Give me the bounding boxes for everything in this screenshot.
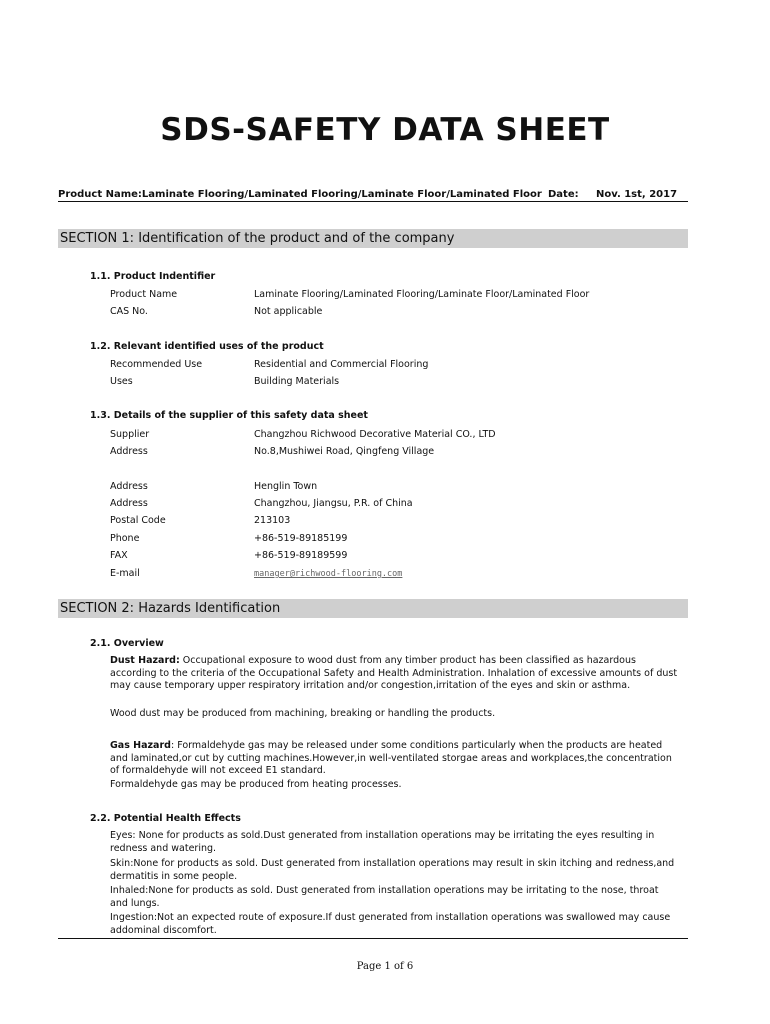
section-2-heading <box>58 599 688 618</box>
product-name-label: Product Name:Laminate Flooring/Laminated Flooring/Laminate Floor/Laminated Floor <box>58 189 542 200</box>
footer-divider <box>58 938 688 939</box>
subsection-1-1-title: 1.1. Product Indentifier <box>90 271 216 282</box>
field-label: Recommended Use <box>110 359 203 370</box>
date-label: Date: <box>548 189 579 200</box>
field-label: Postal Code <box>110 515 166 526</box>
field-value: 213103 <box>254 515 291 526</box>
field-value: Not applicable <box>254 306 323 317</box>
gas-hazard-note: Formaldehyde gas may be produced from heating processes. <box>110 779 402 790</box>
subsection-1-2-title: 1.2. Relevant identified uses of the product <box>90 341 324 352</box>
gas-hazard-label: Gas Hazard <box>110 740 171 751</box>
field-label: E-mail <box>110 568 140 579</box>
field-label: CAS No. <box>110 306 148 317</box>
dust-hazard-text: Occupational exposure to wood dust from any timber product has been classified as hazardous according to the criteria of the Occupational Safety and Health Administration. Inhalation of excessive amounts of dust may cause temporary upper respiratory irritation and/or congestion,irritation of the eyes and skin or asthma. <box>110 655 678 691</box>
field-label: Uses <box>110 376 133 387</box>
subsection-1-3-title: 1.3. Details of the supplier of this safety data sheet <box>90 410 368 421</box>
field-label: Address <box>110 446 148 457</box>
date-value: Nov. 1st, 2017 <box>596 189 678 200</box>
email-link[interactable]: manager@richwood-flooring.com <box>254 569 403 579</box>
health-effect-skin: Skin:None for products as sold. Dust generated from installation operations may result in skin itching and redness,and dermatitis in some people. <box>110 858 675 882</box>
field-value: Henglin Town <box>254 481 318 492</box>
field-label: Phone <box>110 533 140 544</box>
field-label: Product Name <box>110 289 178 300</box>
field-label: Address <box>110 498 148 509</box>
field-value: Building Materials <box>254 376 340 387</box>
gas-hazard-paragraph <box>110 740 678 778</box>
field-value: Residential and Commercial Flooring <box>254 359 429 370</box>
subsection-2-1-title: 2.1. Overview <box>90 638 164 649</box>
field-value: +86-519-89189599 <box>254 550 348 561</box>
dust-hazard-note: Wood dust may be produced from machining, breaking or handling the products. <box>110 708 496 719</box>
field-value: Changzhou, Jiangsu, P.R. of China <box>254 498 413 509</box>
health-effect-inhaled: Inhaled:None for products as sold. Dust generated from installation operations may be irritating to the nose, throat and lungs. <box>110 885 659 909</box>
section-2-heading-text: SECTION 2: Hazards Identification <box>60 601 281 616</box>
subsection-2-2-title: 2.2. Potential Health Effects <box>90 813 241 824</box>
field-label: FAX <box>110 550 128 561</box>
gas-hazard-text: : Formaldehyde gas may be released under some conditions particularly when the products are heated and laminated,or cut by cutting machines.However,in well-ventilated storgae areas and workplaces,the concentration of formaldehyde will not exceed E1 standard. <box>110 740 672 776</box>
section-1-heading-text: SECTION 1: Identification of the product and of the company <box>60 231 455 246</box>
document-title: SDS-SAFETY DATA SHEET <box>160 112 610 148</box>
field-value: +86-519-89185199 <box>254 533 348 544</box>
page-number: Page 1 of 6 <box>356 961 414 972</box>
section-1-heading <box>58 229 688 248</box>
field-label: Supplier <box>110 429 150 440</box>
dust-hazard-paragraph <box>110 655 678 693</box>
field-value: No.8,Mushiwei Road, Qingfeng Village <box>254 446 435 457</box>
field-value: Laminate Flooring/Laminated Flooring/Laminate Floor/Laminated Floor <box>254 289 590 300</box>
dust-hazard-label: Dust Hazard: <box>110 655 180 666</box>
field-label: Address <box>110 481 148 492</box>
product-name-line <box>58 189 688 202</box>
health-effect-eyes: Eyes: None for products as sold.Dust generated from installation operations may be irritating the eyes resulting in redness and watering. <box>110 830 655 854</box>
field-value: Changzhou Richwood Decorative Material CO., LTD <box>254 429 496 440</box>
health-effect-ingestion: Ingestion:Not an expected route of exposure.If dust generated from installation operations was swallowed may cause addominal discomfort. <box>110 912 671 936</box>
